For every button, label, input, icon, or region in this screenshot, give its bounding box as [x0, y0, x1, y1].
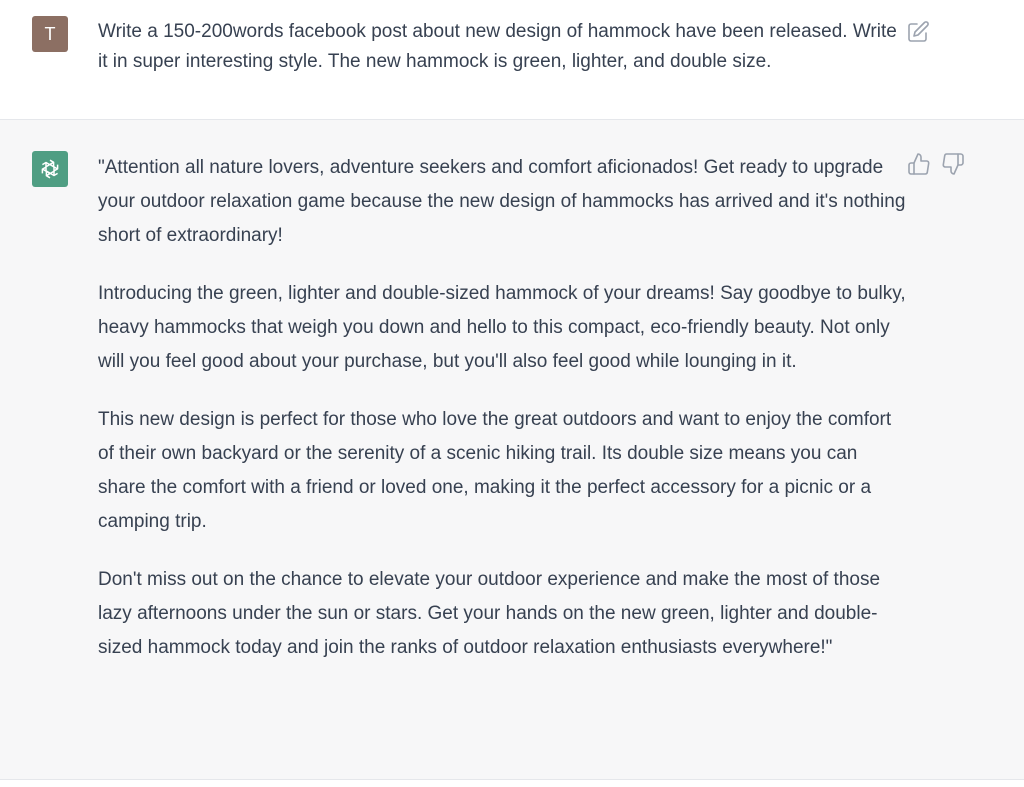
user-message-text: Write a 150-200words facebook post about new design of hammock have been released. Write it in super interesting style. The new hammock is green, lighter, and double size. — [98, 21, 897, 72]
reply-paragraph: This new design is perfect for those who love the great outdoors and want to enjoy the comfort of their own backyard or the serenity of a scenic hiking trail. Its double size means you can share the comfort with a friend or loved one, making it the perfect accessory for a picnic or a camping trip. — [98, 409, 892, 532]
reply-paragraph: Don't miss out on the chance to elevate your outdoor experience and make the most of those lazy afternoons under the sun or stars. Get your hands on the new green, lighter and double-sized hammock today and join the ranks of outdoor relaxation enthusiasts everywhere!" — [98, 569, 881, 658]
thumbs-down-icon[interactable] — [941, 152, 965, 176]
assistant-message — [0, 120, 1024, 780]
user-message — [0, 0, 1024, 120]
footer-area — [0, 780, 1024, 787]
reply-paragraph: Introducing the green, lighter and double-sized hammock of your dreams! Say goodbye to bulky, heavy hammocks that weigh you down and hello to this compact, eco-friendly beauty. Not only will you feel good about your purchase, but you'll also feel good while lounging in it. — [98, 283, 906, 372]
reply-paragraph: "Attention all nature lovers, adventure seekers and comfort aficionados! Get ready to upgrade your outdoor relaxation game because the new design of hammocks has arrived and it's nothing short of extraordinary! — [98, 157, 906, 246]
thumbs-up-icon[interactable] — [907, 152, 931, 176]
user-avatar: T — [32, 16, 68, 52]
edit-icon[interactable] — [906, 20, 930, 44]
openai-logo-icon — [32, 151, 68, 187]
assistant-reply — [98, 151, 906, 689]
